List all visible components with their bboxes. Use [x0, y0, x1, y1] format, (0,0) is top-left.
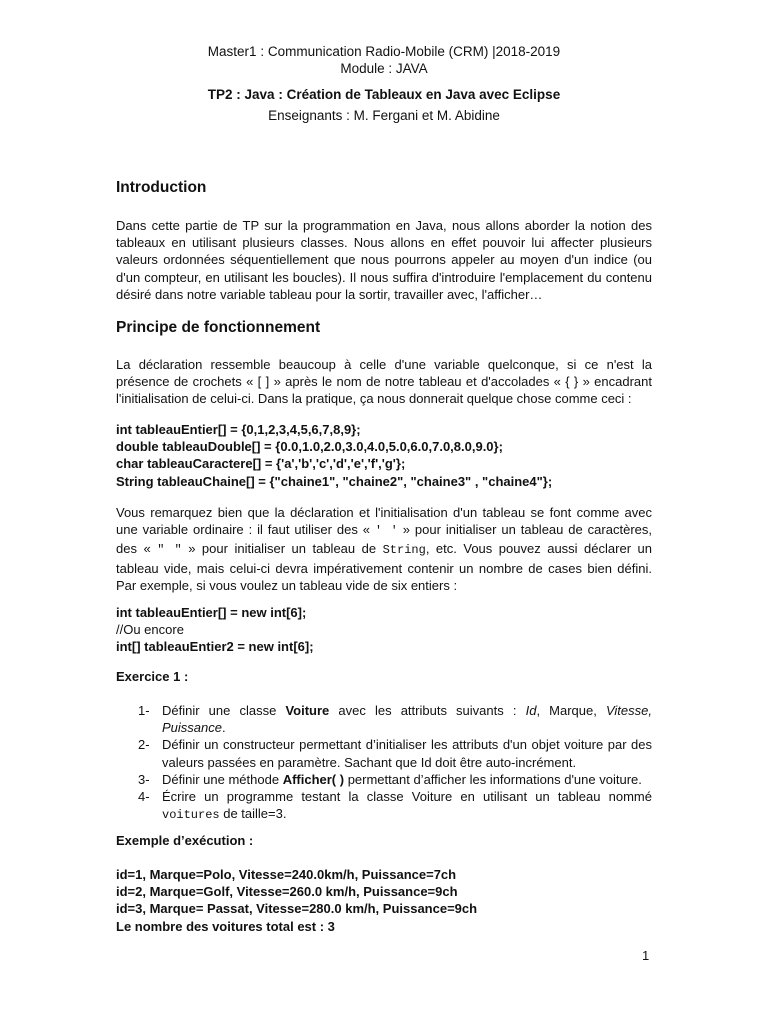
header-module: Module : JAVA: [340, 61, 428, 76]
header-course: Master1 : Communication Radio-Mobile (CRM) |2018-2019: [207, 44, 561, 59]
code-block-declarations: [116, 421, 552, 490]
code-block-empty-array: [116, 604, 314, 656]
remarque-paragraph: Vous remarquez bien que la déclaration et l'initialisation d'un tableau se font comme avec une variable ordinaire : il faut utiliser des « ' ' » pour initialiser un tableau de caractères, des « " " » pour initialiser un tableau de String, etc. Vous pouvez aussi déclarer un tableau vide, mais celui-ci devra impérativement contenir un nombre de cases bien défini. Par exemple, si vous voulez un tableau vide de six entiers :: [116, 505, 652, 593]
principe-paragraph: La déclaration ressemble beaucoup à celle d'une variable quelconque, si ce n'est la présence de crochets « [ ] » après le nom de notre tableau et d'accolades « { } » encadrant l'initialisation de celui-ci. Dans la pratique, ça nous donnerait quelque chose comme ceci :: [116, 357, 652, 407]
example-title: Exemple d’exécution :: [116, 833, 254, 848]
output-line: Le nombre des voitures total est : 3: [116, 918, 335, 934]
code-line: int[] tableauEntier2 = new int[6];: [116, 639, 314, 655]
code-line: int tableauEntier[] = {0,1,2,3,4,5,6,7,8,9};: [116, 422, 361, 437]
example-output: [116, 866, 477, 935]
code-line: char tableauCaractere[] = {'a','b','c','d','e','f','g'};: [116, 456, 406, 472]
header-tp-title: TP2 : Java : Création de Tableaux en Java avec Eclipse: [207, 87, 561, 102]
code-line: double tableauDouble[] = {0.0,1.0,2.0,3.0,4.0,5.0,6.0,7.0,8.0,9.0};: [116, 439, 503, 455]
exercise-list: [138, 702, 652, 824]
output-line: id=2, Marque=Golf, Vitesse=260.0 km/h, Puissance=9ch: [116, 884, 458, 900]
code-line: String tableauChaine[] = {"chaine1", "chaine2", "chaine3" , "chaine4"};: [116, 473, 553, 489]
section-title-introduction: Introduction: [116, 179, 207, 196]
string-keyword: String: [382, 543, 426, 558]
list-item: 2- Définir un constructeur permettant d’initialiser les attributs d'un objet voiture par des valeurs passées en paramètre. Sachant que Id doit être auto-incrément.: [138, 737, 652, 770]
page-number: 1: [642, 948, 650, 963]
code-comment: //Ou encore: [116, 622, 184, 638]
intro-paragraph: Dans cette partie de TP sur la programmation en Java, nous allons aborder la notion des tableaux en utilisant plusieurs classes. Nous allons en effet pouvoir lui affecter plusieurs valeurs ordonnées séquentiellement que nous pourrons appeler au moyen d'un indice (ou d'un compteur, en utilisant les boucles). Il nous suffira d'introduire l'emplacement du contenu désiré dans notre variable tableau pour la sortir, travailler avec, l'afficher…: [116, 218, 652, 302]
list-item: 1- Définir une classe Voiture avec les attributs suivants : Id, Marque, Vitesse, Puissance.: [138, 703, 652, 736]
header-teachers: Enseignants : M. Fergani et M. Abidine: [268, 108, 500, 123]
exercise-title: Exercice 1 :: [116, 669, 189, 684]
code-line: int tableauEntier[] = new int[6];: [116, 605, 307, 620]
section-title-principe: Principe de fonctionnement: [116, 319, 321, 336]
list-item: 4- Écrire un programme testant la classe Voiture en utilisant un tableau nommé voitures de taille=3.: [138, 789, 652, 823]
output-line: id=3, Marque= Passat, Vitesse=280.0 km/h, Puissance=9ch: [116, 901, 478, 917]
list-item: 3- Définir une méthode Afficher( ) permettant d’afficher les informations d'une voiture.: [138, 771, 642, 787]
output-line: id=1, Marque=Polo, Vitesse=240.0km/h, Puissance=7ch: [116, 867, 457, 882]
